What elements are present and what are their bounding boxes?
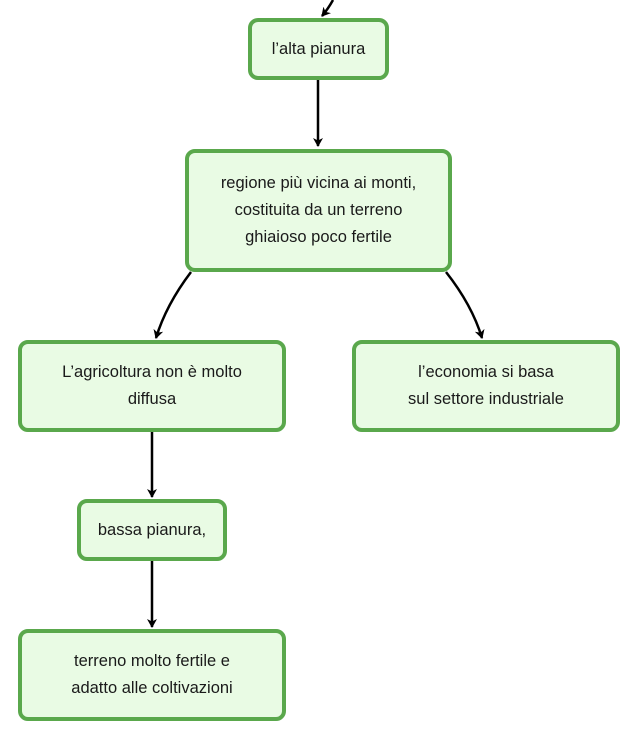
node-alta-pianura[interactable] [248, 18, 389, 80]
edge-incoming-to-alta-pianura [322, 0, 333, 16]
node-economia-label: l’economia si basa sul settore industriale [408, 363, 564, 408]
node-regione[interactable] [185, 149, 452, 272]
node-bassa-pianura-label: bassa pianura, [97, 520, 207, 539]
node-alta-pianura-label: l’alta pianura [271, 39, 366, 58]
node-regione-label: regione più vicina ai monti, costituita da un terreno ghiaioso poco fertile [220, 174, 417, 246]
node-agricoltura[interactable] [18, 340, 286, 432]
node-economia[interactable] [352, 340, 620, 432]
edge-regione-to-economia [446, 272, 482, 338]
node-agricoltura-label: L’agricoltura non è molto diffusa [62, 363, 242, 408]
node-bassa-pianura[interactable] [77, 499, 227, 561]
edge-regione-to-agricoltura [156, 272, 191, 338]
node-terreno-fertile[interactable] [18, 629, 286, 721]
node-terreno-fertile-label: terreno molto fertile e adatto alle coltivazioni [71, 652, 233, 697]
